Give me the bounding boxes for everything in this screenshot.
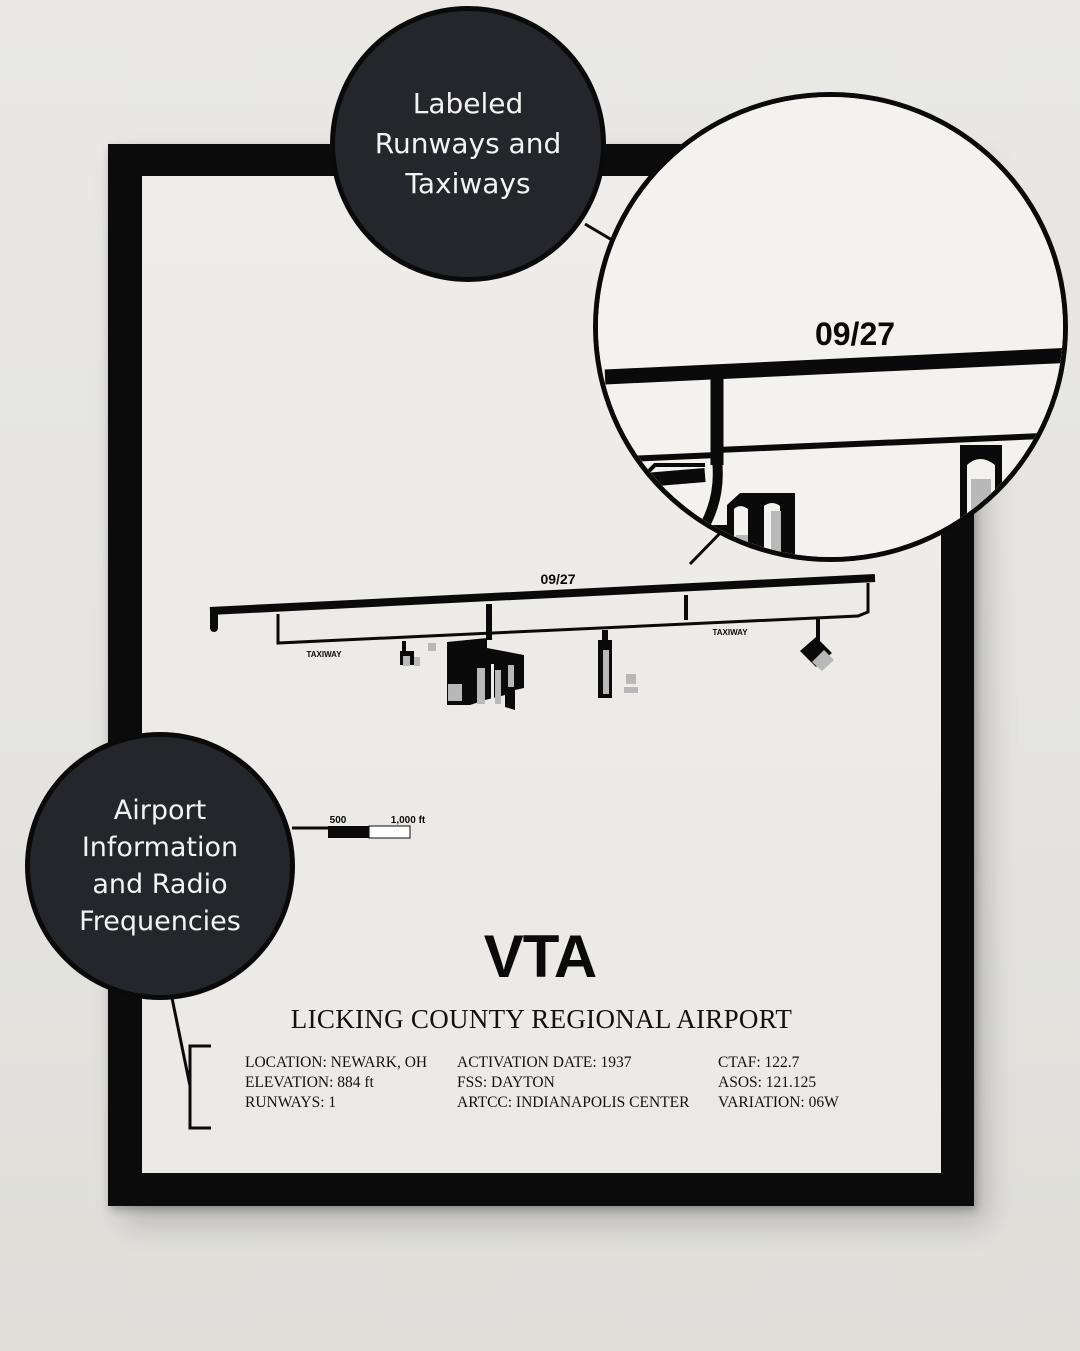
info-location: LOCATION: NEWARK, OH bbox=[245, 1054, 428, 1071]
info-activation-date: ACTIVATION DATE: 1937 bbox=[457, 1054, 632, 1071]
scale-label-end: 1,000 ft bbox=[390, 815, 426, 826]
info-runways: RUNWAYS: 1 bbox=[245, 1093, 337, 1111]
info-column-3 bbox=[718, 1053, 839, 1112]
callout-runways-text: Labeled Runways and Taxiways bbox=[374, 87, 562, 200]
scale-label-mid: 500 bbox=[329, 815, 347, 826]
zoom-magnifier bbox=[593, 92, 1068, 562]
info-asos: ASOS: 121.125 bbox=[718, 1073, 817, 1091]
runway-label: 09/27 bbox=[540, 571, 576, 587]
info-variation: VARIATION: 06W bbox=[718, 1093, 839, 1111]
airport-code: VTA bbox=[483, 923, 597, 990]
callout-runways bbox=[330, 6, 606, 282]
info-elevation: ELEVATION: 884 ft bbox=[245, 1073, 374, 1091]
info-column-1 bbox=[245, 1053, 427, 1112]
info-ctaf: CTAF: 122.7 bbox=[718, 1054, 800, 1071]
info-column-2 bbox=[457, 1053, 689, 1112]
callout-info-text: Airport Information and Radio Frequencies bbox=[79, 795, 241, 937]
airport-name: LICKING COUNTY REGIONAL AIRPORT bbox=[290, 1004, 793, 1034]
zoom-runway-label: 09/27 bbox=[814, 316, 896, 352]
info-artcc: ARTCC: INDIANAPOLIS CENTER bbox=[457, 1093, 690, 1111]
taxiway-label-east: TAXIWAY bbox=[712, 628, 748, 637]
taxiway-label-west: TAXIWAY bbox=[306, 650, 342, 659]
info-fss: FSS: DAYTON bbox=[457, 1073, 555, 1091]
zoom-detail bbox=[598, 97, 1068, 562]
